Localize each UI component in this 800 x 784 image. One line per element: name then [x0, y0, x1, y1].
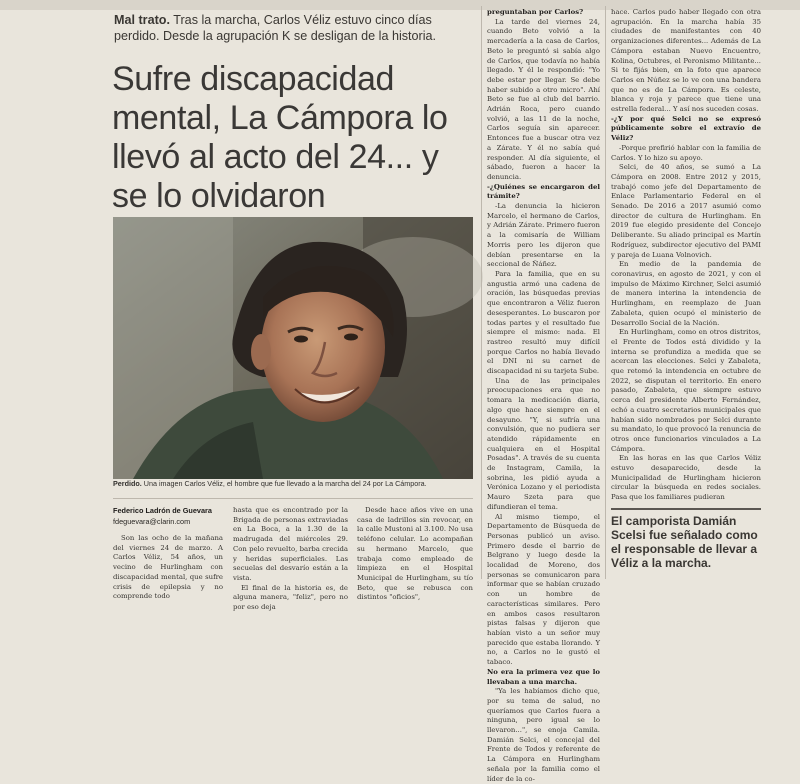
body-column-mid2	[357, 506, 473, 602]
body-column-left	[113, 534, 223, 601]
body-paragraph: "Ya les habíamos dicho que, por su tema de salud, no queríamos que Carlos fuera a ninguna, pero igual se lo llevaron...", se enoja Camila. Damián Selci, el concejal del Frente de Todos y referente de La Cámpora en Hurlingham señala por la familia como el líder de la co-	[487, 687, 600, 783]
body-paragraph: hasta que es encontrado por la Brigada de personas extraviadas en La Boca, a la 1.30 de la madrugada del miércoles 29. Con pelo revuelto, barba crecida y heridas superficiales. Las secuelas del desvarío están a la vista.	[233, 506, 348, 582]
question: -¿Y por qué Selci no se expresó públicamente sobre el extravío de Véliz?	[611, 114, 761, 143]
body-paragraph: En medio de la pandemia de coronavirus, en agosto de 2021, y con el impulso de Máximo Kirchner, Selci asumió de manera interina la intendencia de Hurlingham, en reemplazo de Juan Zabaleta, quien ocupó el ministerio de Desarrollo Social de la Nación.	[611, 260, 761, 327]
body-paragraph: hace. Carlos pudo haber llegado con otra agrupación. En la marcha había 35 ciudades de manifestantes con 40 organizaciones diferentes... Además de La Cámpora estaban Nuevo Encuentro, Kolina, Octubres, el Peronismo Militante... Si te fijás bien, en la foto que aparece Carlos en Núñez se lo ve con una bandera que no es de La Cámpora. Es celeste, blanca y roja y parece que tiene una estrella federal... Y así nos suceden cosas.	[611, 8, 761, 114]
body-column-3	[487, 8, 600, 783]
pullquote: El camporista Damián Scelsi fue señalado como el responsable de llevar a Véliz a la marcha.	[611, 514, 758, 570]
pullquote-rule	[611, 508, 761, 510]
column-rule-2	[605, 6, 606, 579]
caption-rule	[113, 498, 473, 499]
body-paragraph: Son las ocho de la mañana del viernes 24 de marzo. A Carlos Véliz, 54 años, un vecino de Hurlingham con discapacidad mental, que sufre crisis de epilepsia y no comprende todo	[113, 534, 223, 601]
caption-text: Una imagen Carlos Véliz, el hombre que fue llevado a la marcha del 24 por La Cámpora.	[143, 479, 427, 488]
portrait-illustration	[113, 217, 473, 479]
caption-lead: Perdido.	[113, 479, 142, 488]
question: -¿Quiénes se encargaron del trámite?	[487, 182, 600, 201]
byline	[113, 506, 223, 527]
headline: Sufre discapacidad mental, La Cámpora lo llevó al acto del 24... y se lo olvidaron	[112, 60, 448, 215]
body-paragraph: -Porque prefirió hablar con la familia de Carlos. Y lo hizo su apoyo.	[611, 143, 761, 162]
byline-author: Federico Ladrón de Guevara	[113, 506, 212, 515]
question: preguntaban por Carlos?	[487, 8, 584, 16]
body-paragraph: En Hurlingham, como en otros distritos, el Frente de Todos está dividido y la interna se profundiza a medida que se acercan las elecciones. Selci y Zabaleta, que retomó la intendencia en octubre de 2022, se disputan el territorio. En enero pasado, Zabaleta, que siempre estuvo cerca del presidente Alberto Fernández, echó a cuatro secretarios municipales que habían sido nombrados por Selci durante su mandato, lo que provocó la renuncia de otros once funcionarios vinculados a La Cámpora.	[611, 328, 761, 453]
body-paragraph: Para la familia, que en su angustia armó una cadena de oración, las búsquedas previas que encontraron a Véliz fueron desesperantes. Lo buscaron por todas partes y el resultado fue siempre el mismo: nada. El rastreo resultó muy difícil porque Carlos no había llevado el DNI ni su carnet de discapacidad ni su tarjeta Sube.	[487, 269, 600, 376]
body-paragraph: Desde hace años vive en una casa de ladrillos sin revocar, en la calle Mustoni al 3.100. No usa teléfono celular. Lo acompañan su hermano Marcelo, que trabaja como empleado de limpieza en el Hospital Municipal de Hurlingham, su tío Beto, que se rebusca con distintos "oficios",	[357, 506, 473, 602]
photo-caption	[113, 478, 473, 489]
news-photo	[113, 217, 473, 479]
body-paragraph: Una de las principales preocupaciones era que no tomara la medicación diaria, algo que hace siempre en el desayuno. "Y, si sufría una convulsión, que no pudiera ser atendido rápidamente en cualquiera en el Hospital Posadas". A través de su cuenta de Instagram, Camila, la sobrina, les pidió ayuda a Verónica Lozano y el periodista Mauro Szeta para que difundieran el tema.	[487, 376, 600, 511]
body-column-mid1	[233, 506, 348, 612]
question: No era la primera vez que lo llevaban a una marcha.	[487, 667, 600, 686]
body-paragraph: Al mismo tiempo, el Departamento de Búsqueda de Personas publicó un aviso. Primero desde el barrio de Belgrano y luego desde la localidad de Moreno, dos personas se comunicaron para informar que se habían cruzado con un hombre de características similares. Pero en ambos casos resultaron pistas falsas y dijeron que habían visto a un señor muy parecido que estaba llorando. Y no, a Carlos no le gustó el tabaco.	[487, 512, 600, 667]
kicker-lead: Mal trato.	[114, 13, 170, 27]
body-paragraph: La tarde del viernes 24, cuando Beto volvió a la mercadería a la casa de Carlos, Beto le preguntó si sabía algo de Carlos, que todavía no había llegado. Y él le respondió: "Yo debe estar por llegar. Se debe haber subido a otro micro". Ahí Beto se fue al club del barrio. Adrián Roca, pero cuando volvió, a las 11 de la noche, Carlos seguía sin aparecer. Entonces fue a buscar otra vez a Zárate. Y él no sabía qué responder. Al día siguiente, el sábado, fueron a hacer la denuncia.	[487, 17, 600, 181]
byline-email: fdeguevara@clarin.com	[113, 516, 191, 526]
body-column-4	[611, 8, 761, 504]
body-paragraph: Selci, de 40 años, se sumó a La Cámpora en 2008. Entre 2012 y 2015, trabajó como jefe del Departamento de Enlace Parlamentario Federal en el Senado. De 2016 a 2017 asumió como director de cultura de Hurlingham. En 2019 fue elegido presidente del Concejo Deliberante. Su aliado principal es Martín Rodríguez, subdirector ejecutivo del PAMI y pareja de Luana Volnovich.	[611, 163, 761, 259]
column-rule-1	[481, 6, 482, 579]
body-paragraph: -La denuncia la hicieron Marcelo, el hermano de Carlos, y Adrián Zárate. Primero fueron a la comisaría de William Morris pero les dijeron que debían presentarse en la seccional de Ñáñez.	[487, 202, 600, 269]
kicker-text: Tras la marcha, Carlos Véliz estuvo cinco días perdido. Desde la agrupación K se desligan de la historia.	[114, 13, 437, 43]
body-paragraph: El final de la historia es, de alguna manera, "feliz", pero no por eso deja	[233, 583, 348, 612]
kicker	[114, 12, 459, 44]
body-paragraph: En las horas en las que Carlos Véliz estuvo desaparecido, desde la Municipalidad de Hurlingham hicieron circular la búsqueda en redes sociales. Pasa que los familiares pudieran	[611, 454, 761, 502]
